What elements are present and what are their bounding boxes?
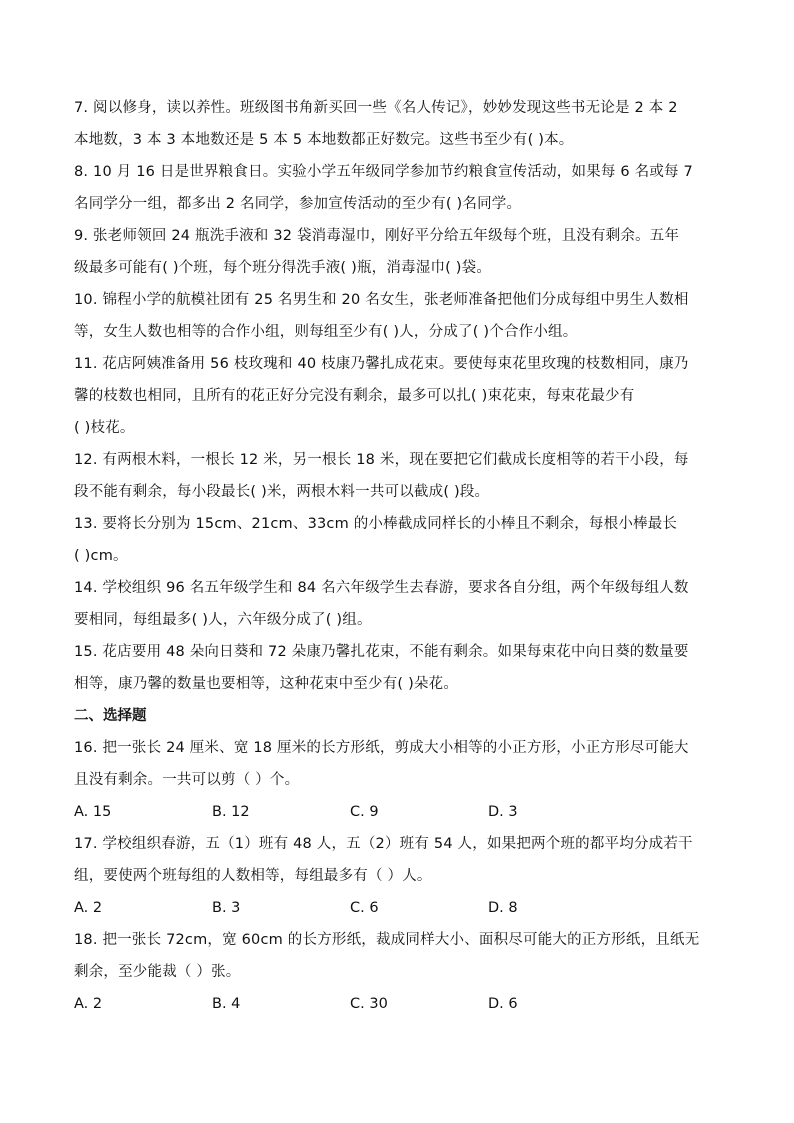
question-line: 11. 花店阿姨准备用 56 枝玫瑰和 40 枝康乃馨扎成花束。要使每束花里玫瑰的枝数相同，康乃 [74,356,689,372]
option-c: C. 30 [350,996,388,1012]
option-d: D. 8 [488,900,518,916]
option-c: C. 9 [350,804,379,820]
question-line: ( )枝花。 [74,420,135,436]
question-line: 14. 学校组织 96 名五年级学生和 84 名六年级学生去春游，要求各自分组，两个年级每组人数 [74,580,689,596]
option-d: D. 6 [488,996,518,1012]
question-line: 馨的枝数也相同，且所有的花正好分完没有剩余，最多可以扎( )束花束，每束花最少有 [74,388,635,404]
question-line: 段不能有剩余，每小段最长( )米，两根木料一共可以截成( )段。 [74,484,490,500]
answer-options [74,796,724,828]
section-heading: 二、选择题 [74,708,147,724]
question-line: 剩余，至少能裁（ ）张。 [74,964,241,980]
question-15 [74,636,724,700]
question-8 [74,156,724,220]
question-line: 17. 学校组织春游，五（1）班有 48 人，五（2）班有 54 人，如果把两个班的都平均分成若干 [74,836,693,852]
question-line: 9. 张老师领回 24 瓶洗手液和 32 袋消毒湿巾，刚好平分给五年级每个班，且没有剩余。五年 [74,228,680,244]
question-18 [74,924,724,1020]
question-line: 8. 10 月 16 日是世界粮食日。实验小学五年级同学参加节约粮食宣传活动，如果每 6 名或每 7 [74,164,693,180]
question-line: 级最多可能有( )个班，每个班分得洗手液( )瓶，消毒湿巾( )袋。 [74,260,492,276]
answer-options [74,892,724,924]
question-line: 名同学分一组，都多出 2 名同学，参加宣传活动的至少有( )名同学。 [74,196,522,212]
question-line: 组，要使两个班每组的人数相等，每组最多有（ ）人。 [74,868,432,884]
question-line: 16. 把一张长 24 厘米、宽 18 厘米的长方形纸，剪成大小相等的小正方形，小正方形尽可能大 [74,740,689,756]
question-7 [74,92,724,156]
worksheet-page [74,92,724,1020]
question-line: 10. 锦程小学的航模社团有 25 名男生和 20 名女生，张老师准备把他们分成每组中男生人数相 [74,292,689,308]
question-12 [74,444,724,508]
question-10 [74,284,724,348]
question-11 [74,348,724,444]
option-d: D. 3 [488,804,518,820]
option-b: B. 12 [212,804,250,820]
question-9 [74,220,724,284]
question-line: 要相同，每组最多( )人，六年级分成了( )组。 [74,612,372,628]
question-line: 12. 有两根木料，一根长 12 米，另一根长 18 米，现在要把它们截成长度相等的若干小段，每 [74,452,689,468]
question-line: 等，女生人数也相等的合作小组，则每组至少有( )人，分成了( )个合作小组。 [74,324,578,340]
question-line: 18. 把一张长 72cm，宽 60cm 的长方形纸，裁成同样大小、面积尽可能大的正方形纸，且纸无 [74,932,700,948]
question-line: 且没有剩余。一共可以剪（ ）个。 [74,772,300,788]
option-c: C. 6 [350,900,379,916]
option-a: A. 2 [74,900,103,916]
answer-options [74,988,724,1020]
option-b: B. 3 [212,900,241,916]
question-line: 相等，康乃馨的数量也要相等，这种花束中至少有( )朵花。 [74,676,459,692]
option-a: A. 2 [74,996,103,1012]
question-line: ( )cm。 [74,548,128,564]
question-line: 7. 阅以修身，读以养性。班级图书角新买回一些《名人传记》，妙妙发现这些书无论是 2 本 2 [74,100,678,116]
question-line: 15. 花店要用 48 朵向日葵和 72 朵康乃馨扎花束，不能有剩余。如果每束花中向日葵的数量要 [74,644,689,660]
question-17 [74,828,724,924]
option-a: A. 15 [74,804,112,820]
question-line: 本地数，3 本 3 本地数还是 5 本 5 本地数都正好数完。这些书至少有( )本。 [74,132,574,148]
question-line: 13. 要将长分别为 15cm、21cm、33cm 的小棒截成同样长的小棒且不剩余，每根小棒最长 [74,516,678,532]
question-16 [74,732,724,828]
option-b: B. 4 [212,996,241,1012]
question-14 [74,572,724,636]
question-13 [74,508,724,572]
